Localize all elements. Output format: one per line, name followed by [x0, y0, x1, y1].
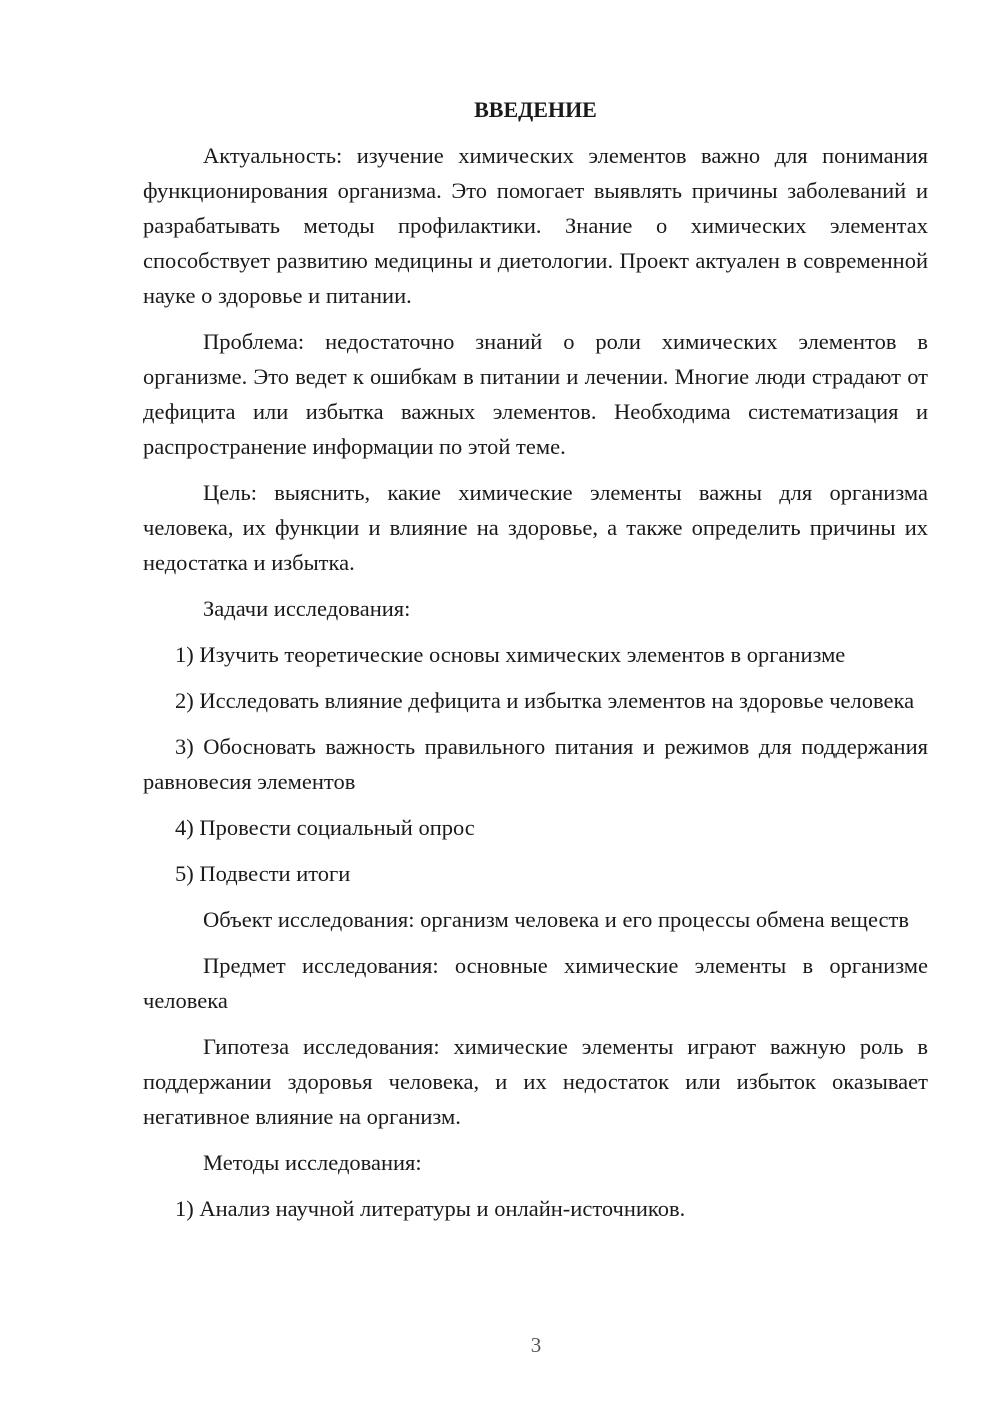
problem-paragraph: Проблема: недостаточно знаний о роли химических элементов в организме. Это ведет к ошибкам в питании и лечении. Многие люди страдают от дефицита или избытка важных элементов. Необходима систематизация и распространение информации по этой теме.: [143, 329, 928, 459]
relevance-paragraph: Актуальность: изучение химических элементов важно для понимания функционирования организма. Это помогает выявлять причины заболеваний и разрабатывать методы профилактики. Знание о химических элементах способствует развитию медицины и диетологии. Проект актуален в современной науке о здоровье и питании.: [143, 143, 928, 308]
section-title: ВВЕДЕНИЕ: [474, 97, 597, 122]
task-item: 5) Подвести итоги: [175, 861, 351, 886]
hypothesis-paragraph: Гипотеза исследования: химические элементы играют важную роль в поддержании здоровья человека, и их недостаток или избыток оказывает негативное влияние на организм.: [143, 1034, 928, 1129]
tasks-heading: Задачи исследования:: [203, 596, 411, 621]
goal-paragraph: Цель: выяснить, какие химические элементы важны для организма человека, их функции и влияние на здоровье, а также определить причины их недостатка и избытка.: [143, 480, 928, 575]
subject-paragraph: Предмет исследования: основные химические элементы в организме человека: [143, 953, 928, 1013]
page-number: 3: [530, 1333, 542, 1357]
method-item: 1) Анализ научной литературы и онлайн-источников.: [175, 1196, 686, 1221]
object-paragraph: Объект исследования: организм человека и его процессы обмена веществ: [203, 907, 909, 932]
task-item: 3) Обосновать важность правильного питания и режимов для поддержания равновесия элементов: [143, 734, 928, 794]
page-content: [143, 92, 928, 1237]
methods-heading: Методы исследования:: [203, 1150, 422, 1175]
task-item: 1) Изучить теоретические основы химических элементов в организме: [175, 642, 846, 667]
task-item: 4) Провести социальный опрос: [175, 815, 475, 840]
task-item: 2) Исследовать влияние дефицита и избытка элементов на здоровье человека: [175, 688, 915, 713]
